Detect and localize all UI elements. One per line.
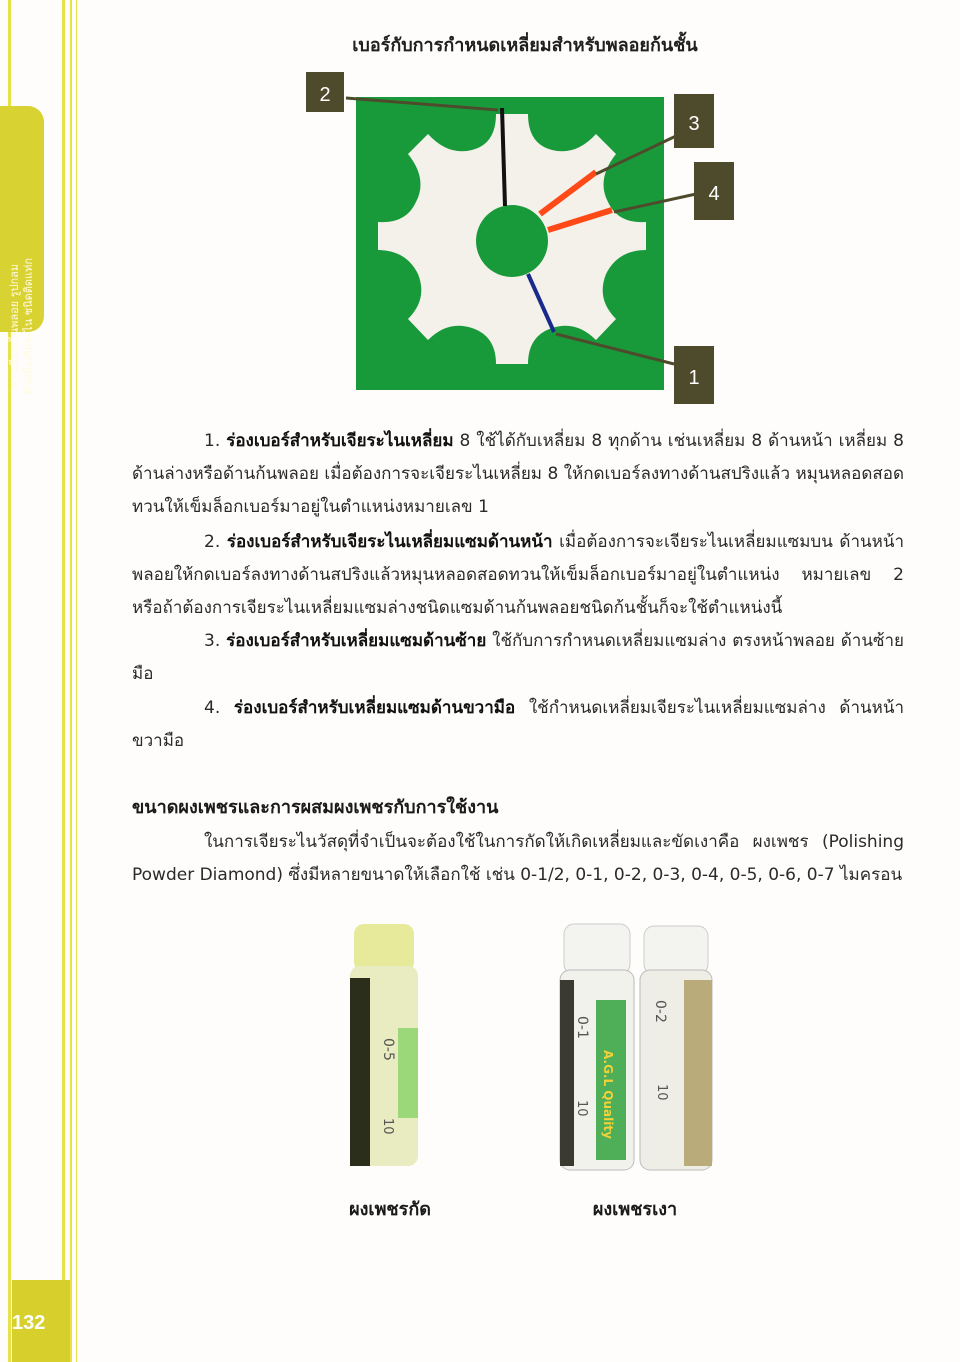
- margin-rule: [76, 0, 77, 1362]
- figure-title: เบอร์กับการกำหนดเหลี่ยมสำหรับพลอยก้นชั้น: [352, 35, 698, 56]
- vial-gold-side: [684, 980, 712, 1166]
- vial-size-label: 0-1: [574, 1016, 590, 1039]
- vial-cap: [564, 924, 630, 974]
- gear-template-figure: [300, 64, 750, 410]
- chapter-tab-label: การเจียระไนพลอย รูปกลม ด้วยมือเจียระไน ชนิดติดแท่ก: [8, 257, 35, 395]
- list-item: 1. ร่องเบอร์สำหรับเจียระไนเหลี่ยม 8 ใช้ได้กับเหลี่ยม 8 ทุกด้าน เช่นเหลี่ยม 8 ด้านหน้า เหลี่ยม 8 ด้านล่างหรือด้านก้นพลอย เมื่อต้องการจะเจียระไนเหลี่ยม 8 ให้กดเบอร์ลงทางด้านสปริงแล้ว หมุนหลอดสอดทวนให้เข็มล็อกเบอร์มาอยู่ในตำแหน่งหมายเลข 1: [132, 431, 904, 517]
- item-text: ใช้กับการกำหนดเหลี่ยมแซมล่าง ตรงหน้าพลอย ด้านซ้ายมือ: [132, 631, 904, 684]
- vial-size-label: 0-2: [652, 1000, 668, 1023]
- item-text: เมื่อต้องการจะเจียระไนเหลี่ยมแซมบน ด้านหน้าพลอยให้กดเบอร์ลงทางด้านสปริงแล้วหมุนหลอดสอดทวนให้เข็มล็อกเบอร์มาอยู่ในตำแหน่ง หมายเลข 2 หรือถ้าต้องการเจียระไนเหลี่ยมแซมล่างชนิดแซมด้านก้นพลอยชนิดก้นชั้นก็จะใช้ตำแหน่งนี้: [132, 532, 904, 618]
- coarse-powder-vial-photo: [340, 918, 430, 1174]
- vial-cap: [354, 924, 414, 972]
- vial-green-stripe: [398, 1028, 418, 1118]
- section-heading: ขนาดผงเพชรและการผสมผงเพชรกับการใช้งาน: [132, 797, 499, 818]
- vial-carats-value: 10: [574, 1100, 589, 1117]
- vial-size-label: 0-5: [380, 1038, 396, 1061]
- margin-rule: [70, 0, 72, 1362]
- vial-carats-value: 10: [654, 1084, 669, 1101]
- callout-label-1: 1: [688, 367, 700, 389]
- vial-brand-label: A.G.L Quality: [601, 1050, 615, 1139]
- vial-dark-side: [560, 980, 574, 1166]
- item-heading: ร่องเบอร์สำหรับเหลี่ยมแซมด้านขวามือ: [233, 698, 516, 718]
- right-photo-caption: ผงเพชรเงา: [592, 1199, 678, 1220]
- item-heading: ร่องเบอร์สำหรับเหลี่ยมแซมด้านซ้าย: [226, 631, 487, 651]
- list-item: 4. ร่องเบอร์สำหรับเหลี่ยมแซมด้านขวามือ ใช้กำหนดเหลี่ยมเจียระไนเหลี่ยมแซมล่าง ด้านหน้าขวามือ: [132, 698, 905, 751]
- callout-label-3: 3: [688, 113, 700, 135]
- polishing-powder-vials-photo: [556, 920, 720, 1176]
- left-photo-caption: ผงเพชรกัด: [349, 1199, 431, 1220]
- vial-carats-value: 10: [380, 1118, 395, 1135]
- page-number: 132: [12, 1312, 46, 1334]
- item-heading: ร่องเบอร์สำหรับเจียระไนเหลี่ยมแซมด้านหน้า: [226, 532, 553, 552]
- center-hole: [476, 205, 548, 277]
- item-text: ใช้กำหนดเหลี่ยมเจียระไนเหลี่ยมแซมล่าง ด้านหน้าขวามือ: [132, 698, 905, 751]
- callout-label-2: 2: [319, 84, 331, 106]
- vial-cap: [644, 926, 708, 974]
- vial-dark-side: [350, 978, 370, 1166]
- item-heading: ร่องเบอร์สำหรับเจียระไนเหลี่ยม: [226, 431, 454, 451]
- callout-label-4: 4: [708, 183, 720, 205]
- chapter-tab: [0, 106, 44, 395]
- item-text: 8 ใช้ได้กับเหลี่ยม 8 ทุกด้าน เช่นเหลี่ยม 8 ด้านหน้า เหลี่ยม 8 ด้านล่างหรือด้านก้นพลอย เมื่อต้องการจะเจียระไนเหลี่ยม 8 ให้กดเบอร์ลงทางด้านสปริงแล้ว หมุนหลอดสอดทวนให้เข็มล็อกเบอร์มาอยู่ในตำแหน่งหมายเลข 1: [132, 431, 904, 517]
- list-item: 2. ร่องเบอร์สำหรับเจียระไนเหลี่ยมแซมด้านหน้า เมื่อต้องการจะเจียระไนเหลี่ยมแซมบน ด้านหน้าพลอยให้กดเบอร์ลงทางด้านสปริงแล้วหมุนหลอดสอดทวนให้เข็มล็อกเบอร์มาอยู่ในตำแหน่ง หมายเลข 2 หรือถ้าต้องการเจียระไนเหลี่ยมแซมล่างชนิดแซมด้านก้นพลอยชนิดก้นชั้นก็จะใช้ตำแหน่งนี้: [132, 532, 904, 618]
- section-body: ในการเจียระไนวัสดุที่จำเป็นจะต้องใช้ในการกัดให้เกิดเหลี่ยมและขัดเงาคือ ผงเพชร (Polishing Powder Diamond) ซึ่งมีหลายขนาดให้เลือกใช้ เช่น 0-1/2, 0-1, 0-2, 0-3, 0-4, 0-5, 0-6, 0-7 ไมครอน: [132, 832, 904, 885]
- list-item: 3. ร่องเบอร์สำหรับเหลี่ยมแซมด้านซ้าย ใช้กับการกำหนดเหลี่ยมแซมล่าง ตรงหน้าพลอย ด้านซ้ายมือ: [132, 631, 904, 684]
- margin-rule: [62, 0, 65, 1362]
